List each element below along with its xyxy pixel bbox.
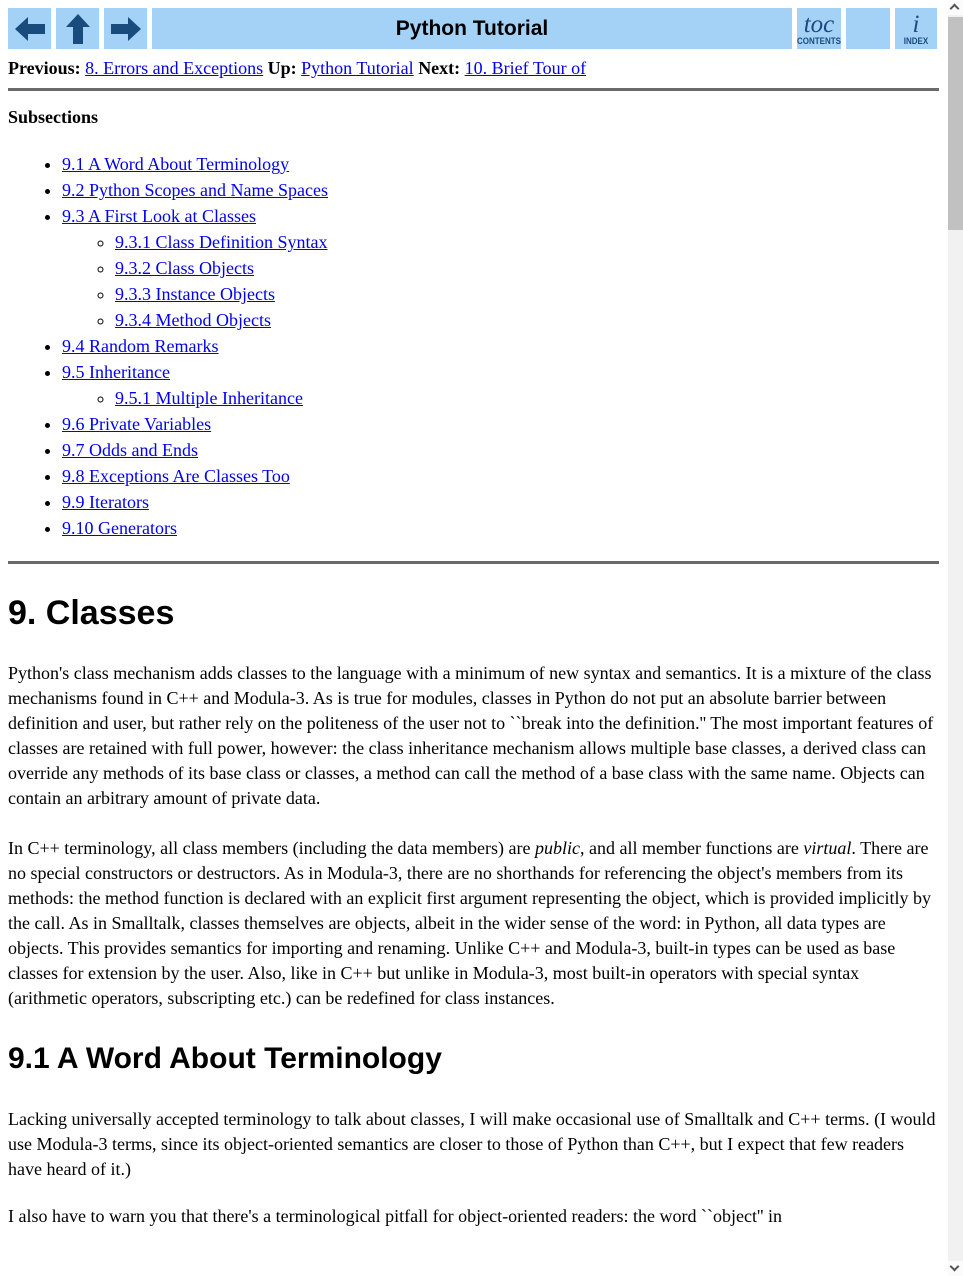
divider-top <box>8 88 939 91</box>
subsection-link[interactable]: 9.5.1 Multiple Inheritance <box>115 388 303 408</box>
paragraph-terminology-1: Lacking universally accepted terminology to talk about classes, I will make occasional use of Smalltalk and C++ terms. (I would use Modula-3 terms, since its object-oriented semantics are closer to those of Python than C++, but I expect that few readers have heard of it.) <box>8 1109 936 1179</box>
paragraph-intro-1: Python's class mechanism adds classes to the language with a minimum of new syntax and semantics. It is a mixture of the class mechanisms found in C++ and Modula-3. As is true for modules, classes in Python do not put an absolute barrier between definition and user, but rather rely on the politeness of the user not to ``break into the definition.'' The most important features of classes are retained with full power, however: the class inheritance mechanism allows multiple base classes, a derived class can override any methods of its base class or classes, a method can call the method of a base class with the same name. Objects can contain an arbitrary amount of private data. <box>8 663 934 808</box>
contents-button[interactable] <box>797 8 841 49</box>
divider-middle <box>8 561 939 564</box>
previous-link[interactable]: 8. Errors and Exceptions <box>85 58 264 78</box>
index-button[interactable] <box>895 8 937 49</box>
subsection-link[interactable]: 9.3.1 Class Definition Syntax <box>115 232 328 252</box>
previous-label: Previous: <box>8 58 81 78</box>
subsection-item <box>115 255 939 281</box>
left-arrow-icon <box>13 14 47 44</box>
subsections-heading: Subsections <box>8 107 99 127</box>
subsection-link[interactable]: 9.3 A First Look at Classes <box>62 206 257 226</box>
subsection-item <box>62 151 939 177</box>
subsection-item <box>62 203 939 333</box>
subsection-link[interactable]: 9.3.3 Instance Objects <box>115 284 275 304</box>
subsection-link[interactable]: 9.1 A Word About Terminology <box>62 154 290 174</box>
toc-icon: toc <box>803 11 835 38</box>
index-label: INDEX <box>903 36 929 47</box>
subsection-item <box>62 177 939 203</box>
index-icon: i <box>912 11 920 38</box>
subsection-item <box>115 281 939 307</box>
subsection-item <box>62 463 939 489</box>
emphasis-public: public <box>534 838 580 858</box>
subsection-item <box>62 333 939 359</box>
subsection-link[interactable]: 9.8 Exceptions Are Classes Too <box>62 466 290 486</box>
up-button[interactable] <box>56 8 99 49</box>
section-heading: 9.1 A Word About Terminology <box>8 1042 442 1075</box>
subsection-item <box>115 307 939 333</box>
subsection-item <box>62 515 939 541</box>
paragraph-text: . There are no special constructors or destructors. As in Modula-3, there are no shorthands for referencing the object's members from its methods: the method function is declared with an explicit first argument representing the object, which is provided implicitly by the call. As in Smalltalk, classes themselves are objects, albeit in the wider sense of the word: in Python, all data types are objects. This provides semantics for importing and renaming. Unlike C++ and Modula-3, built-in types can be used as base classes for extension by the user. Also, like in C++ but unlike in Modula-3, most built-in operators with special syntax (arithmetic operators, subscripting etc.) can be redefined for class instances. <box>8 838 931 1008</box>
emphasis-virtual: virtual <box>803 838 852 858</box>
subsections-list-container <box>8 151 939 541</box>
next-button[interactable] <box>104 8 147 49</box>
chapter-heading: 9. Classes <box>8 594 175 632</box>
subsection-link[interactable]: 9.5 Inheritance <box>62 362 170 382</box>
subsection-item <box>115 229 939 255</box>
paragraph-text: , and all member functions are <box>579 838 804 858</box>
paragraph-intro-2 <box>8 836 939 1011</box>
next-link[interactable]: 10. Brief Tour of <box>464 58 587 78</box>
breadcrumb <box>8 56 939 80</box>
paragraph-terminology-2: I also have to warn you that there's a terminological pitfall for object-oriented readers: the word ``object'' in <box>8 1206 782 1226</box>
subsection-link[interactable]: 9.10 Generators <box>62 518 177 538</box>
subsection-link[interactable]: 9.2 Python Scopes and Name Spaces <box>62 180 328 200</box>
subsection-item <box>62 359 939 411</box>
subsection-link[interactable]: 9.7 Odds and Ends <box>62 440 198 460</box>
title-bar <box>152 8 792 49</box>
subsection-link[interactable]: 9.9 Iterators <box>62 492 149 512</box>
top-navigation-bar <box>8 8 937 49</box>
paragraph-text: In C++ terminology, all class members (including the data members) are <box>8 838 535 858</box>
subsection-link[interactable]: 9.6 Private Variables <box>62 414 212 434</box>
subsection-link[interactable]: 9.3.2 Class Objects <box>115 258 254 278</box>
subsection-item <box>62 411 939 437</box>
subsection-link[interactable]: 9.4 Random Remarks <box>62 336 219 356</box>
up-label: Up: <box>267 58 297 78</box>
chevron-up-icon <box>950 4 960 14</box>
up-link[interactable]: Python Tutorial <box>301 58 414 78</box>
subsection-item <box>62 437 939 463</box>
scroll-down-button[interactable] <box>948 1261 963 1276</box>
previous-button[interactable] <box>8 8 51 49</box>
subsection-item <box>115 385 939 411</box>
up-arrow-icon <box>63 12 93 46</box>
scroll-up-button[interactable] <box>948 0 963 15</box>
chevron-down-icon <box>950 1262 960 1272</box>
vertical-scrollbar <box>948 0 963 1276</box>
contents-label: CONTENTS <box>797 36 841 47</box>
page-title: Python Tutorial <box>395 16 549 40</box>
navbar-spacer-cell <box>846 8 890 49</box>
subsection-link[interactable]: 9.3.4 Method Objects <box>115 310 271 330</box>
right-arrow-icon <box>109 14 143 44</box>
scrollbar-thumb[interactable] <box>948 17 963 230</box>
next-label: Next: <box>418 58 461 78</box>
subsection-item <box>62 489 939 515</box>
